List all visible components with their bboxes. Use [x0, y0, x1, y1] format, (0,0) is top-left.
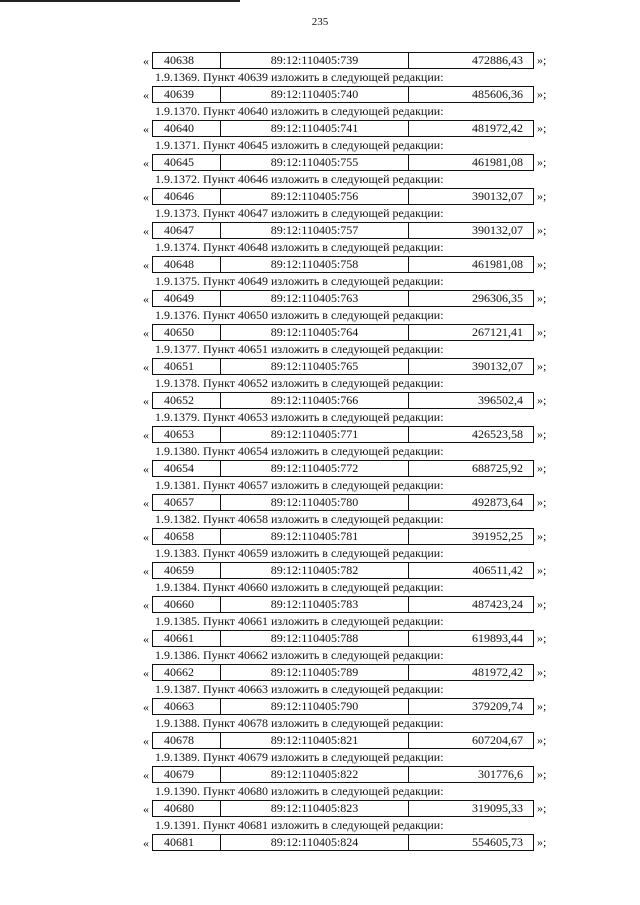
cadastral-value-cell: 688725,92	[472, 461, 523, 475]
item-number-cell: 40658	[153, 529, 221, 544]
table-row	[143, 766, 563, 783]
amendment-entry	[143, 477, 563, 511]
closing-quote: »;	[537, 393, 547, 407]
cadastral-number-cell: 89:12:110405:790	[221, 699, 409, 714]
table-row	[143, 120, 563, 137]
opening-quote: «	[143, 326, 149, 340]
row-cells	[152, 120, 534, 137]
opening-quote: «	[143, 190, 149, 204]
row-cells	[152, 562, 534, 579]
amendment-entry	[143, 307, 563, 341]
amendment-intro: 1.9.1369. Пункт 40639 изложить в следующей редакции:	[155, 70, 444, 84]
amendment-intro: 1.9.1382. Пункт 40658 изложить в следующей редакции:	[155, 512, 444, 526]
table-row	[143, 392, 563, 409]
amendment-entry	[143, 783, 563, 817]
cadastral-number-cell: 89:12:110405:772	[221, 461, 409, 476]
amendment-intro: 1.9.1380. Пункт 40654 изложить в следующей редакции:	[155, 444, 444, 458]
page-number: 235	[311, 16, 329, 28]
amendment-entry	[143, 613, 563, 647]
closing-quote: »;	[537, 631, 547, 645]
opening-quote: «	[143, 836, 149, 850]
closing-quote: »;	[537, 835, 547, 849]
cadastral-value-cell: 492873,64	[472, 495, 523, 509]
opening-quote: «	[143, 598, 149, 612]
opening-quote: «	[143, 428, 149, 442]
table-row	[143, 290, 563, 307]
cadastral-value-cell: 481972,42	[472, 121, 523, 135]
cadastral-value-cell: 319095,33	[472, 801, 523, 815]
opening-quote: «	[143, 122, 149, 136]
cadastral-number-cell: 89:12:110405:788	[221, 631, 409, 646]
amendment-intro: 1.9.1390. Пункт 40680 изложить в следующей редакции:	[155, 784, 444, 798]
opening-quote: «	[143, 802, 149, 816]
amendment-entry	[143, 137, 563, 171]
opening-quote: «	[143, 156, 149, 170]
amendment-intro: 1.9.1377. Пункт 40651 изложить в следующей редакции:	[155, 342, 444, 356]
table-row	[143, 52, 563, 69]
cadastral-value-cell: 390132,07	[472, 359, 523, 373]
opening-quote: «	[143, 632, 149, 646]
opening-quote: «	[143, 496, 149, 510]
item-number-cell: 40645	[153, 155, 221, 170]
row-cells	[152, 154, 534, 171]
item-number-cell: 40652	[153, 393, 221, 408]
item-number-cell: 40649	[153, 291, 221, 306]
amendment-entry	[143, 817, 563, 851]
amendment-entry	[143, 52, 563, 69]
table-row	[143, 698, 563, 715]
closing-quote: »;	[537, 257, 547, 271]
closing-quote: »;	[537, 427, 547, 441]
item-number-cell: 40651	[153, 359, 221, 374]
row-cells	[152, 290, 534, 307]
cadastral-value-cell: 391952,25	[472, 529, 523, 543]
amendment-intro: 1.9.1389. Пункт 40679 изложить в следующей редакции:	[155, 750, 444, 764]
table-row	[143, 732, 563, 749]
table-row	[143, 188, 563, 205]
opening-quote: «	[143, 292, 149, 306]
item-number-cell: 40681	[153, 835, 221, 850]
closing-quote: »;	[537, 53, 547, 67]
opening-quote: «	[143, 88, 149, 102]
amendment-entry	[143, 103, 563, 137]
amendment-entry	[143, 545, 563, 579]
amendment-entry	[143, 511, 563, 545]
cadastral-value-cell: 390132,07	[472, 223, 523, 237]
header-rule	[0, 0, 240, 2]
row-cells	[152, 426, 534, 443]
amendment-entry	[143, 579, 563, 613]
row-cells	[152, 358, 534, 375]
row-cells	[152, 460, 534, 477]
amendment-entry	[143, 273, 563, 307]
table-row	[143, 494, 563, 511]
row-cells	[152, 256, 534, 273]
item-number-cell: 40663	[153, 699, 221, 714]
row-cells	[152, 222, 534, 239]
amendment-entry	[143, 443, 563, 477]
closing-quote: »;	[537, 699, 547, 713]
amendment-intro: 1.9.1387. Пункт 40663 изложить в следующей редакции:	[155, 682, 444, 696]
row-cells	[152, 596, 534, 613]
closing-quote: »;	[537, 495, 547, 509]
table-row	[143, 426, 563, 443]
amendment-intro: 1.9.1372. Пункт 40646 изложить в следующей редакции:	[155, 172, 444, 186]
table-row	[143, 460, 563, 477]
cadastral-number-cell: 89:12:110405:781	[221, 529, 409, 544]
amendment-entry	[143, 205, 563, 239]
opening-quote: «	[143, 700, 149, 714]
cadastral-value-cell: 301776,6	[478, 767, 523, 781]
cadastral-number-cell: 89:12:110405:821	[221, 733, 409, 748]
table-row	[143, 358, 563, 375]
cadastral-number-cell: 89:12:110405:740	[221, 87, 409, 102]
cadastral-value-cell: 426523,58	[472, 427, 523, 441]
item-number-cell: 40679	[153, 767, 221, 782]
item-number-cell: 40662	[153, 665, 221, 680]
table-row	[143, 800, 563, 817]
closing-quote: »;	[537, 325, 547, 339]
cadastral-number-cell: 89:12:110405:765	[221, 359, 409, 374]
closing-quote: »;	[537, 87, 547, 101]
amendment-intro: 1.9.1376. Пункт 40650 изложить в следующей редакции:	[155, 308, 444, 322]
item-number-cell: 40661	[153, 631, 221, 646]
cadastral-value-cell: 461981,08	[472, 155, 523, 169]
opening-quote: «	[143, 54, 149, 68]
item-number-cell: 40638	[153, 53, 221, 68]
amendment-intro: 1.9.1391. Пункт 40681 изложить в следующей редакции:	[155, 818, 444, 832]
item-number-cell: 40653	[153, 427, 221, 442]
cadastral-number-cell: 89:12:110405:783	[221, 597, 409, 612]
item-number-cell: 40639	[153, 87, 221, 102]
table-row	[143, 630, 563, 647]
amendment-intro: 1.9.1388. Пункт 40678 изложить в следующей редакции:	[155, 716, 444, 730]
document-body	[143, 52, 563, 851]
cadastral-number-cell: 89:12:110405:824	[221, 835, 409, 850]
amendment-intro: 1.9.1378. Пункт 40652 изложить в следующей редакции:	[155, 376, 444, 390]
cadastral-value-cell: 481972,42	[472, 665, 523, 679]
row-cells	[152, 800, 534, 817]
cadastral-number-cell: 89:12:110405:757	[221, 223, 409, 238]
closing-quote: »;	[537, 223, 547, 237]
opening-quote: «	[143, 530, 149, 544]
opening-quote: «	[143, 224, 149, 238]
cadastral-number-cell: 89:12:110405:763	[221, 291, 409, 306]
closing-quote: »;	[537, 359, 547, 373]
item-number-cell: 40650	[153, 325, 221, 340]
cadastral-value-cell: 267121,41	[472, 325, 523, 339]
row-cells	[152, 188, 534, 205]
cadastral-number-cell: 89:12:110405:766	[221, 393, 409, 408]
cadastral-value-cell: 487423,24	[472, 597, 523, 611]
closing-quote: »;	[537, 597, 547, 611]
table-row	[143, 664, 563, 681]
row-cells	[152, 494, 534, 511]
amendment-intro: 1.9.1381. Пункт 40657 изложить в следующей редакции:	[155, 478, 444, 492]
amendment-intro: 1.9.1371. Пункт 40645 изложить в следующей редакции:	[155, 138, 444, 152]
table-row	[143, 528, 563, 545]
cadastral-value-cell: 607204,67	[472, 733, 523, 747]
amendment-entry	[143, 681, 563, 715]
closing-quote: »;	[537, 155, 547, 169]
item-number-cell: 40657	[153, 495, 221, 510]
opening-quote: «	[143, 394, 149, 408]
cadastral-value-cell: 485606,36	[472, 87, 523, 101]
opening-quote: «	[143, 360, 149, 374]
opening-quote: «	[143, 462, 149, 476]
amendment-intro: 1.9.1375. Пункт 40649 изложить в следующей редакции:	[155, 274, 444, 288]
row-cells	[152, 630, 534, 647]
cadastral-value-cell: 619893,44	[472, 631, 523, 645]
row-cells	[152, 664, 534, 681]
cadastral-number-cell: 89:12:110405:823	[221, 801, 409, 816]
cadastral-number-cell: 89:12:110405:782	[221, 563, 409, 578]
closing-quote: »;	[537, 767, 547, 781]
cadastral-number-cell: 89:12:110405:758	[221, 257, 409, 272]
amendment-intro: 1.9.1383. Пункт 40659 изложить в следующей редакции:	[155, 546, 444, 560]
table-row	[143, 324, 563, 341]
amendment-entry	[143, 341, 563, 375]
opening-quote: «	[143, 734, 149, 748]
table-row	[143, 256, 563, 273]
table-row	[143, 222, 563, 239]
cadastral-number-cell: 89:12:110405:789	[221, 665, 409, 680]
closing-quote: »;	[537, 121, 547, 135]
amendment-entry	[143, 171, 563, 205]
closing-quote: »;	[537, 733, 547, 747]
opening-quote: «	[143, 768, 149, 782]
cadastral-value-cell: 554605,73	[472, 835, 523, 849]
closing-quote: »;	[537, 801, 547, 815]
table-row	[143, 596, 563, 613]
table-row	[143, 154, 563, 171]
opening-quote: «	[143, 666, 149, 680]
amendment-entry	[143, 375, 563, 409]
cadastral-number-cell: 89:12:110405:822	[221, 767, 409, 782]
closing-quote: »;	[537, 461, 547, 475]
cadastral-number-cell: 89:12:110405:755	[221, 155, 409, 170]
amendment-entry	[143, 239, 563, 273]
cadastral-number-cell: 89:12:110405:771	[221, 427, 409, 442]
cadastral-value-cell: 379209,74	[472, 699, 523, 713]
row-cells	[152, 86, 534, 103]
opening-quote: «	[143, 564, 149, 578]
cadastral-number-cell: 89:12:110405:764	[221, 325, 409, 340]
cadastral-value-cell: 461981,08	[472, 257, 523, 271]
item-number-cell: 40680	[153, 801, 221, 816]
row-cells	[152, 528, 534, 545]
closing-quote: »;	[537, 563, 547, 577]
row-cells	[152, 324, 534, 341]
closing-quote: »;	[537, 665, 547, 679]
amendment-entry	[143, 409, 563, 443]
cadastral-number-cell: 89:12:110405:756	[221, 189, 409, 204]
amendment-entry	[143, 715, 563, 749]
table-row	[143, 834, 563, 851]
table-row	[143, 562, 563, 579]
row-cells	[152, 766, 534, 783]
item-number-cell: 40678	[153, 733, 221, 748]
amendment-entry	[143, 647, 563, 681]
item-number-cell: 40659	[153, 563, 221, 578]
cadastral-number-cell: 89:12:110405:741	[221, 121, 409, 136]
row-cells	[152, 732, 534, 749]
cadastral-value-cell: 406511,42	[472, 563, 523, 577]
item-number-cell: 40647	[153, 223, 221, 238]
amendment-intro: 1.9.1386. Пункт 40662 изложить в следующей редакции:	[155, 648, 444, 662]
cadastral-number-cell: 89:12:110405:739	[221, 53, 409, 68]
cadastral-value-cell: 390132,07	[472, 189, 523, 203]
row-cells	[152, 834, 534, 851]
amendment-intro: 1.9.1374. Пункт 40648 изложить в следующей редакции:	[155, 240, 444, 254]
item-number-cell: 40646	[153, 189, 221, 204]
amendment-intro: 1.9.1385. Пункт 40661 изложить в следующей редакции:	[155, 614, 444, 628]
item-number-cell: 40660	[153, 597, 221, 612]
amendment-intro: 1.9.1373. Пункт 40647 изложить в следующей редакции:	[155, 206, 444, 220]
row-cells	[152, 392, 534, 409]
closing-quote: »;	[537, 189, 547, 203]
item-number-cell: 40654	[153, 461, 221, 476]
cadastral-value-cell: 296306,35	[472, 291, 523, 305]
closing-quote: »;	[537, 291, 547, 305]
table-row	[143, 86, 563, 103]
opening-quote: «	[143, 258, 149, 272]
row-cells	[152, 698, 534, 715]
item-number-cell: 40640	[153, 121, 221, 136]
amendment-intro: 1.9.1384. Пункт 40660 изложить в следующей редакции:	[155, 580, 444, 594]
row-cells	[152, 52, 534, 69]
amendment-entry	[143, 749, 563, 783]
amendment-entry	[143, 69, 563, 103]
amendment-intro: 1.9.1370. Пункт 40640 изложить в следующей редакции:	[155, 104, 444, 118]
cadastral-value-cell: 396502,4	[478, 393, 523, 407]
amendment-intro: 1.9.1379. Пункт 40653 изложить в следующей редакции:	[155, 410, 444, 424]
cadastral-value-cell: 472886,43	[472, 53, 523, 67]
cadastral-number-cell: 89:12:110405:780	[221, 495, 409, 510]
item-number-cell: 40648	[153, 257, 221, 272]
closing-quote: »;	[537, 529, 547, 543]
